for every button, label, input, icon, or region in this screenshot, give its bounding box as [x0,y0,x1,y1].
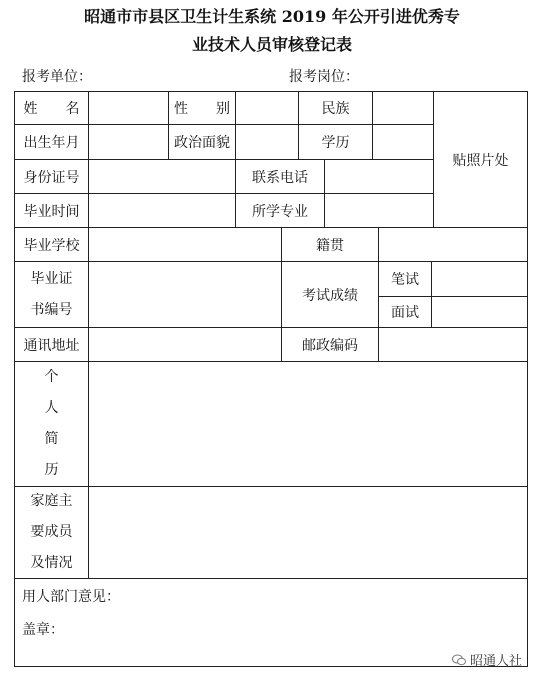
wechat-icon [452,654,466,666]
name-label: 姓 名 [23,101,80,117]
certificate-number-label [15,262,88,327]
gender-field[interactable] [236,92,298,124]
birth-date-label: 出生年月 [23,135,80,151]
resume-label-char: 简 [44,431,59,447]
certificate-number-label-line2: 书编号 [30,301,73,318]
ethnicity-field[interactable] [373,92,433,124]
form-title-line1: 昭通市市县区卫生计生系统 2019 年公开引进优秀专 [84,7,460,26]
employer-opinion-label: 用人部门意见： [22,589,120,605]
family-members-label-line: 家庭主 [30,493,73,509]
resume-label-char: 个 [44,369,59,385]
watermark-text: 昭通人社 [470,654,523,669]
resume-label [15,362,88,486]
school-field[interactable] [89,228,281,261]
political-status-label: 政治面貌 [174,135,230,151]
birth-date-field[interactable] [89,125,168,159]
id-number-field[interactable] [89,160,235,193]
interview-label: 面试 [391,305,419,321]
written-exam-label: 笔试 [391,272,419,288]
major-field[interactable] [325,194,433,227]
gender-label: 性 别 [174,101,230,117]
seal-label: 盖章： [22,622,64,638]
address-field[interactable] [89,328,281,361]
interview-field[interactable] [432,297,527,327]
native-place-label: 籍贯 [316,237,344,254]
exam-score-label: 考试成绩 [302,287,358,304]
family-members-field[interactable] [89,487,527,578]
education-field[interactable] [373,125,433,159]
major-label: 所学专业 [252,203,308,220]
name-field[interactable] [89,92,168,124]
family-members-label-line: 及情况 [30,555,73,571]
id-number-label: 身份证号 [23,169,80,186]
ethnicity-label: 民族 [321,101,350,117]
resume-field[interactable] [89,362,527,486]
family-members-label-line: 要成员 [30,524,73,540]
phone-field[interactable] [325,160,433,193]
certificate-number-field[interactable] [89,262,281,327]
watermark [452,650,522,669]
family-members-label [15,487,88,578]
phone-label: 联系电话 [252,169,308,186]
graduation-time-label: 毕业时间 [23,203,80,220]
address-label: 通讯地址 [23,337,80,354]
written-exam-field[interactable] [432,262,527,296]
resume-label-char: 人 [44,400,59,416]
form-title-line2: 业技术人员审核登记表 [191,35,352,54]
certificate-number-label-line1: 毕业证 [30,270,73,287]
political-status-field[interactable] [236,125,298,159]
applied-position-label: 报考岗位： [289,69,359,85]
school-label: 毕业学校 [23,237,80,254]
resume-label-char: 历 [44,462,59,478]
postcode-field[interactable] [379,328,527,361]
postcode-label: 邮政编码 [302,337,358,354]
photo-placeholder: 贴照片处 [452,152,509,169]
native-place-field[interactable] [379,228,527,261]
graduation-time-field[interactable] [89,194,235,227]
education-label: 学历 [321,135,350,151]
applied-unit-label: 报考单位： [22,69,92,85]
